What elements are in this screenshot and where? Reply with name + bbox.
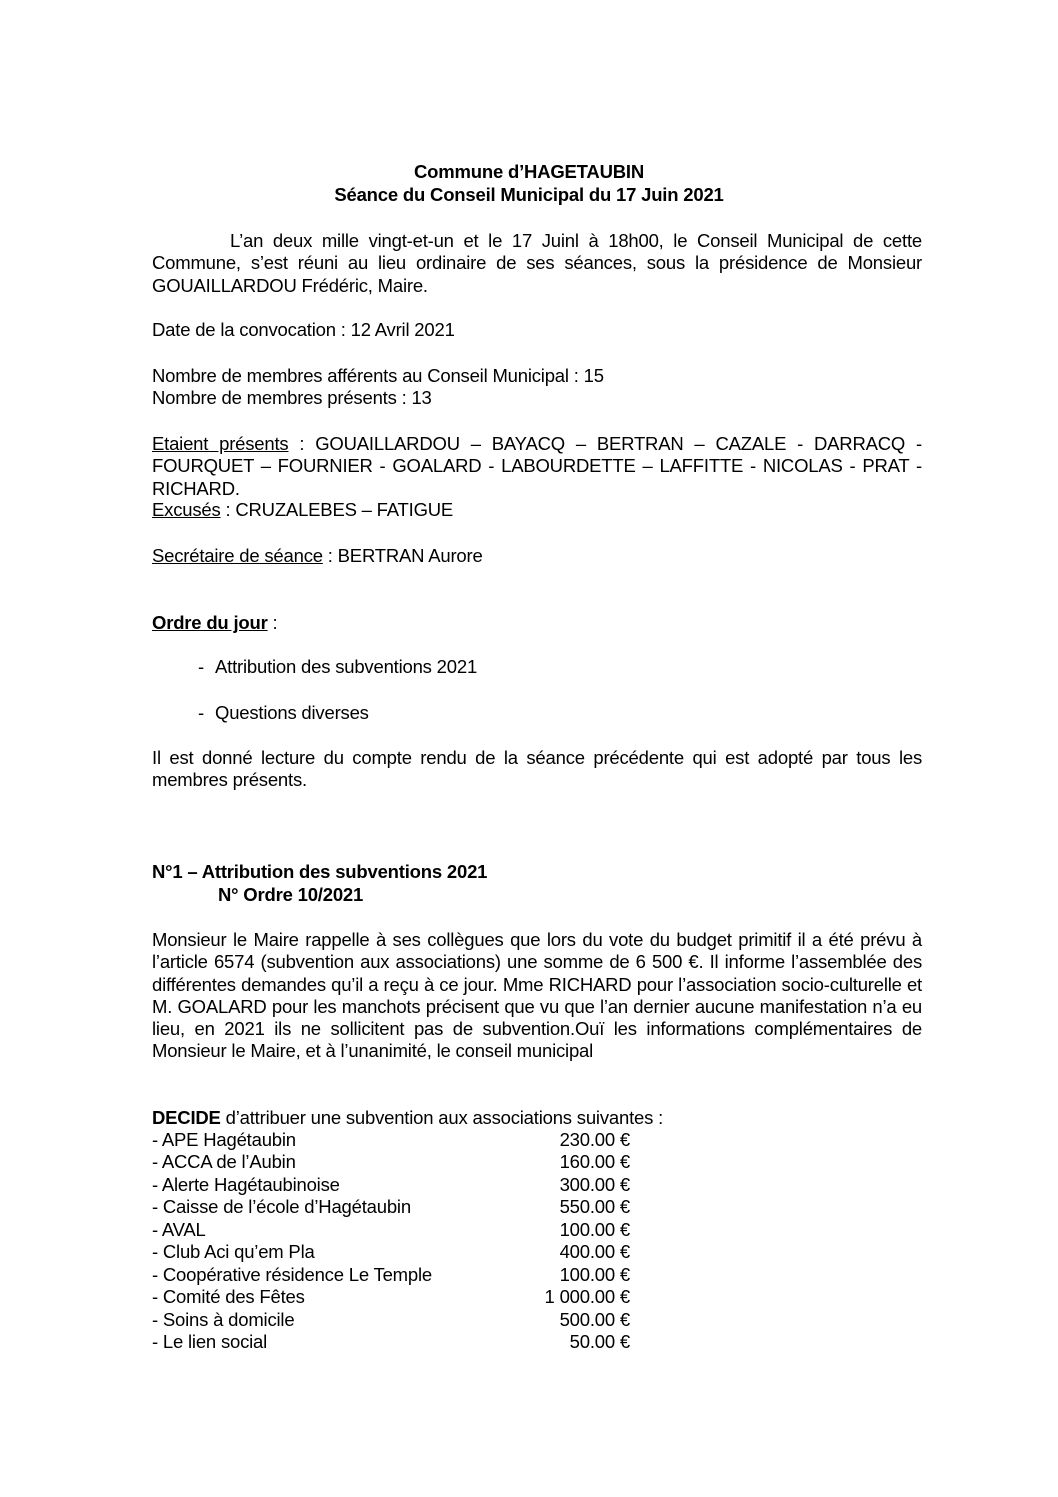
decide-keyword: DECIDE [152, 1107, 221, 1128]
agenda-label: Ordre du jour [152, 612, 268, 633]
convocation-date: Date de la convocation : 12 Avril 2021 [152, 319, 455, 340]
present-label: Etaient présents [152, 433, 289, 454]
agenda-suffix: : [267, 612, 278, 633]
subsidy-name: - Comité des Fêtes [152, 1286, 305, 1307]
secretary-line [152, 545, 483, 567]
subsidy-amount: 550.00 € [559, 1196, 630, 1217]
subsidy-name: - Le lien social [152, 1331, 268, 1352]
subsidy-name: - AVAL [152, 1219, 206, 1240]
subsidy-name: - Club Aci qu’em Pla [152, 1241, 315, 1262]
reading-paragraph: Il est donné lecture du compte rendu de la séance précédente qui est adopté par tous les membres présents. [152, 747, 922, 791]
document-title: Commune d’HAGETAUBIN [414, 161, 644, 182]
subsidy-amount: 1 000.00 € [544, 1286, 630, 1307]
subsidy-name: - APE Hagétaubin [152, 1129, 296, 1150]
present-paragraph [152, 433, 922, 500]
excused-label: Excusés [152, 499, 221, 520]
decision-line [152, 1107, 663, 1129]
agenda-item: Attribution des subventions 2021 [215, 656, 478, 677]
subsidy-amount: 50.00 € [569, 1331, 630, 1352]
present-list: : GOUAILLARDOU – BAYACQ – BERTRAN – CAZALE - DARRACQ - FOURQUET – FOURNIER - GOALARD - LABOURDETTE – LAFFITTE - NICOLAS - PRAT - RICHARD. [152, 433, 922, 499]
subsidy-amount: 100.00 € [559, 1219, 630, 1240]
excused-line [152, 499, 453, 521]
subsidy-amount: 160.00 € [559, 1151, 630, 1172]
excused-list: : CRUZALEBES – FATIGUE [220, 499, 454, 520]
subsidy-name: - Coopérative résidence Le Temple [152, 1264, 432, 1285]
subsidy-amount: 230.00 € [559, 1129, 630, 1150]
item1-order-number: N° Ordre 10/2021 [218, 884, 364, 905]
subsidy-name: - Soins à domicile [152, 1309, 295, 1330]
subsidy-amount: 400.00 € [559, 1241, 630, 1262]
agenda-item-dash: - [198, 702, 204, 723]
secretary-name: : BERTRAN Aurore [322, 545, 483, 566]
subsidy-amount: 100.00 € [559, 1264, 630, 1285]
item1-paragraph: Monsieur le Maire rappelle à ses collègues que lors du vote du budget primitif il a été prévu à l’article 6574 (subvention aux associations) une somme de 6 500 €. Il informe l’assemblée des différentes demandes qu’il a reçu à ce jour. Mme RICHARD pour l’association socio-culturelle et M. GOALARD pour les manchots précisent que vu que l’an dernier aucune manifestation n’a eu lieu, en 2021 ils ne sollicitent pas de subvention.Ouï les informations complémentaires de Monsieur le Maire, et à l’unanimité, le conseil municipal [152, 929, 922, 1062]
intro-paragraph: L’an deux mille vingt-et-un et le 17 Juinl à 18h00, le Conseil Municipal de cette Commune, s’est réuni au lieu ordinaire de ses séances, sous la présidence de Monsieur GOUAILLARDOU Frédéric, Maire. [152, 230, 922, 296]
agenda-heading [152, 612, 278, 634]
subsidy-amount: 300.00 € [559, 1174, 630, 1195]
subsidy-name: - Caisse de l’école d’Hagétaubin [152, 1196, 411, 1217]
subsidy-name: - Alerte Hagétaubinoise [152, 1174, 340, 1195]
secretary-label: Secrétaire de séance [152, 545, 323, 566]
subsidy-amount: 500.00 € [559, 1309, 630, 1330]
members-total: Nombre de membres afférents au Conseil Municipal : 15 [152, 365, 604, 386]
agenda-item: Questions diverses [215, 702, 369, 723]
agenda-item-dash: - [198, 656, 204, 677]
subsidy-name: - ACCA de l’Aubin [152, 1151, 296, 1172]
session-title: Séance du Conseil Municipal du 17 Juin 2021 [334, 184, 724, 205]
item1-heading: N°1 – Attribution des subventions 2021 [152, 861, 488, 882]
decide-text: d’attribuer une subvention aux associations suivantes : [220, 1107, 664, 1128]
members-present: Nombre de membres présents : 13 [152, 387, 432, 408]
